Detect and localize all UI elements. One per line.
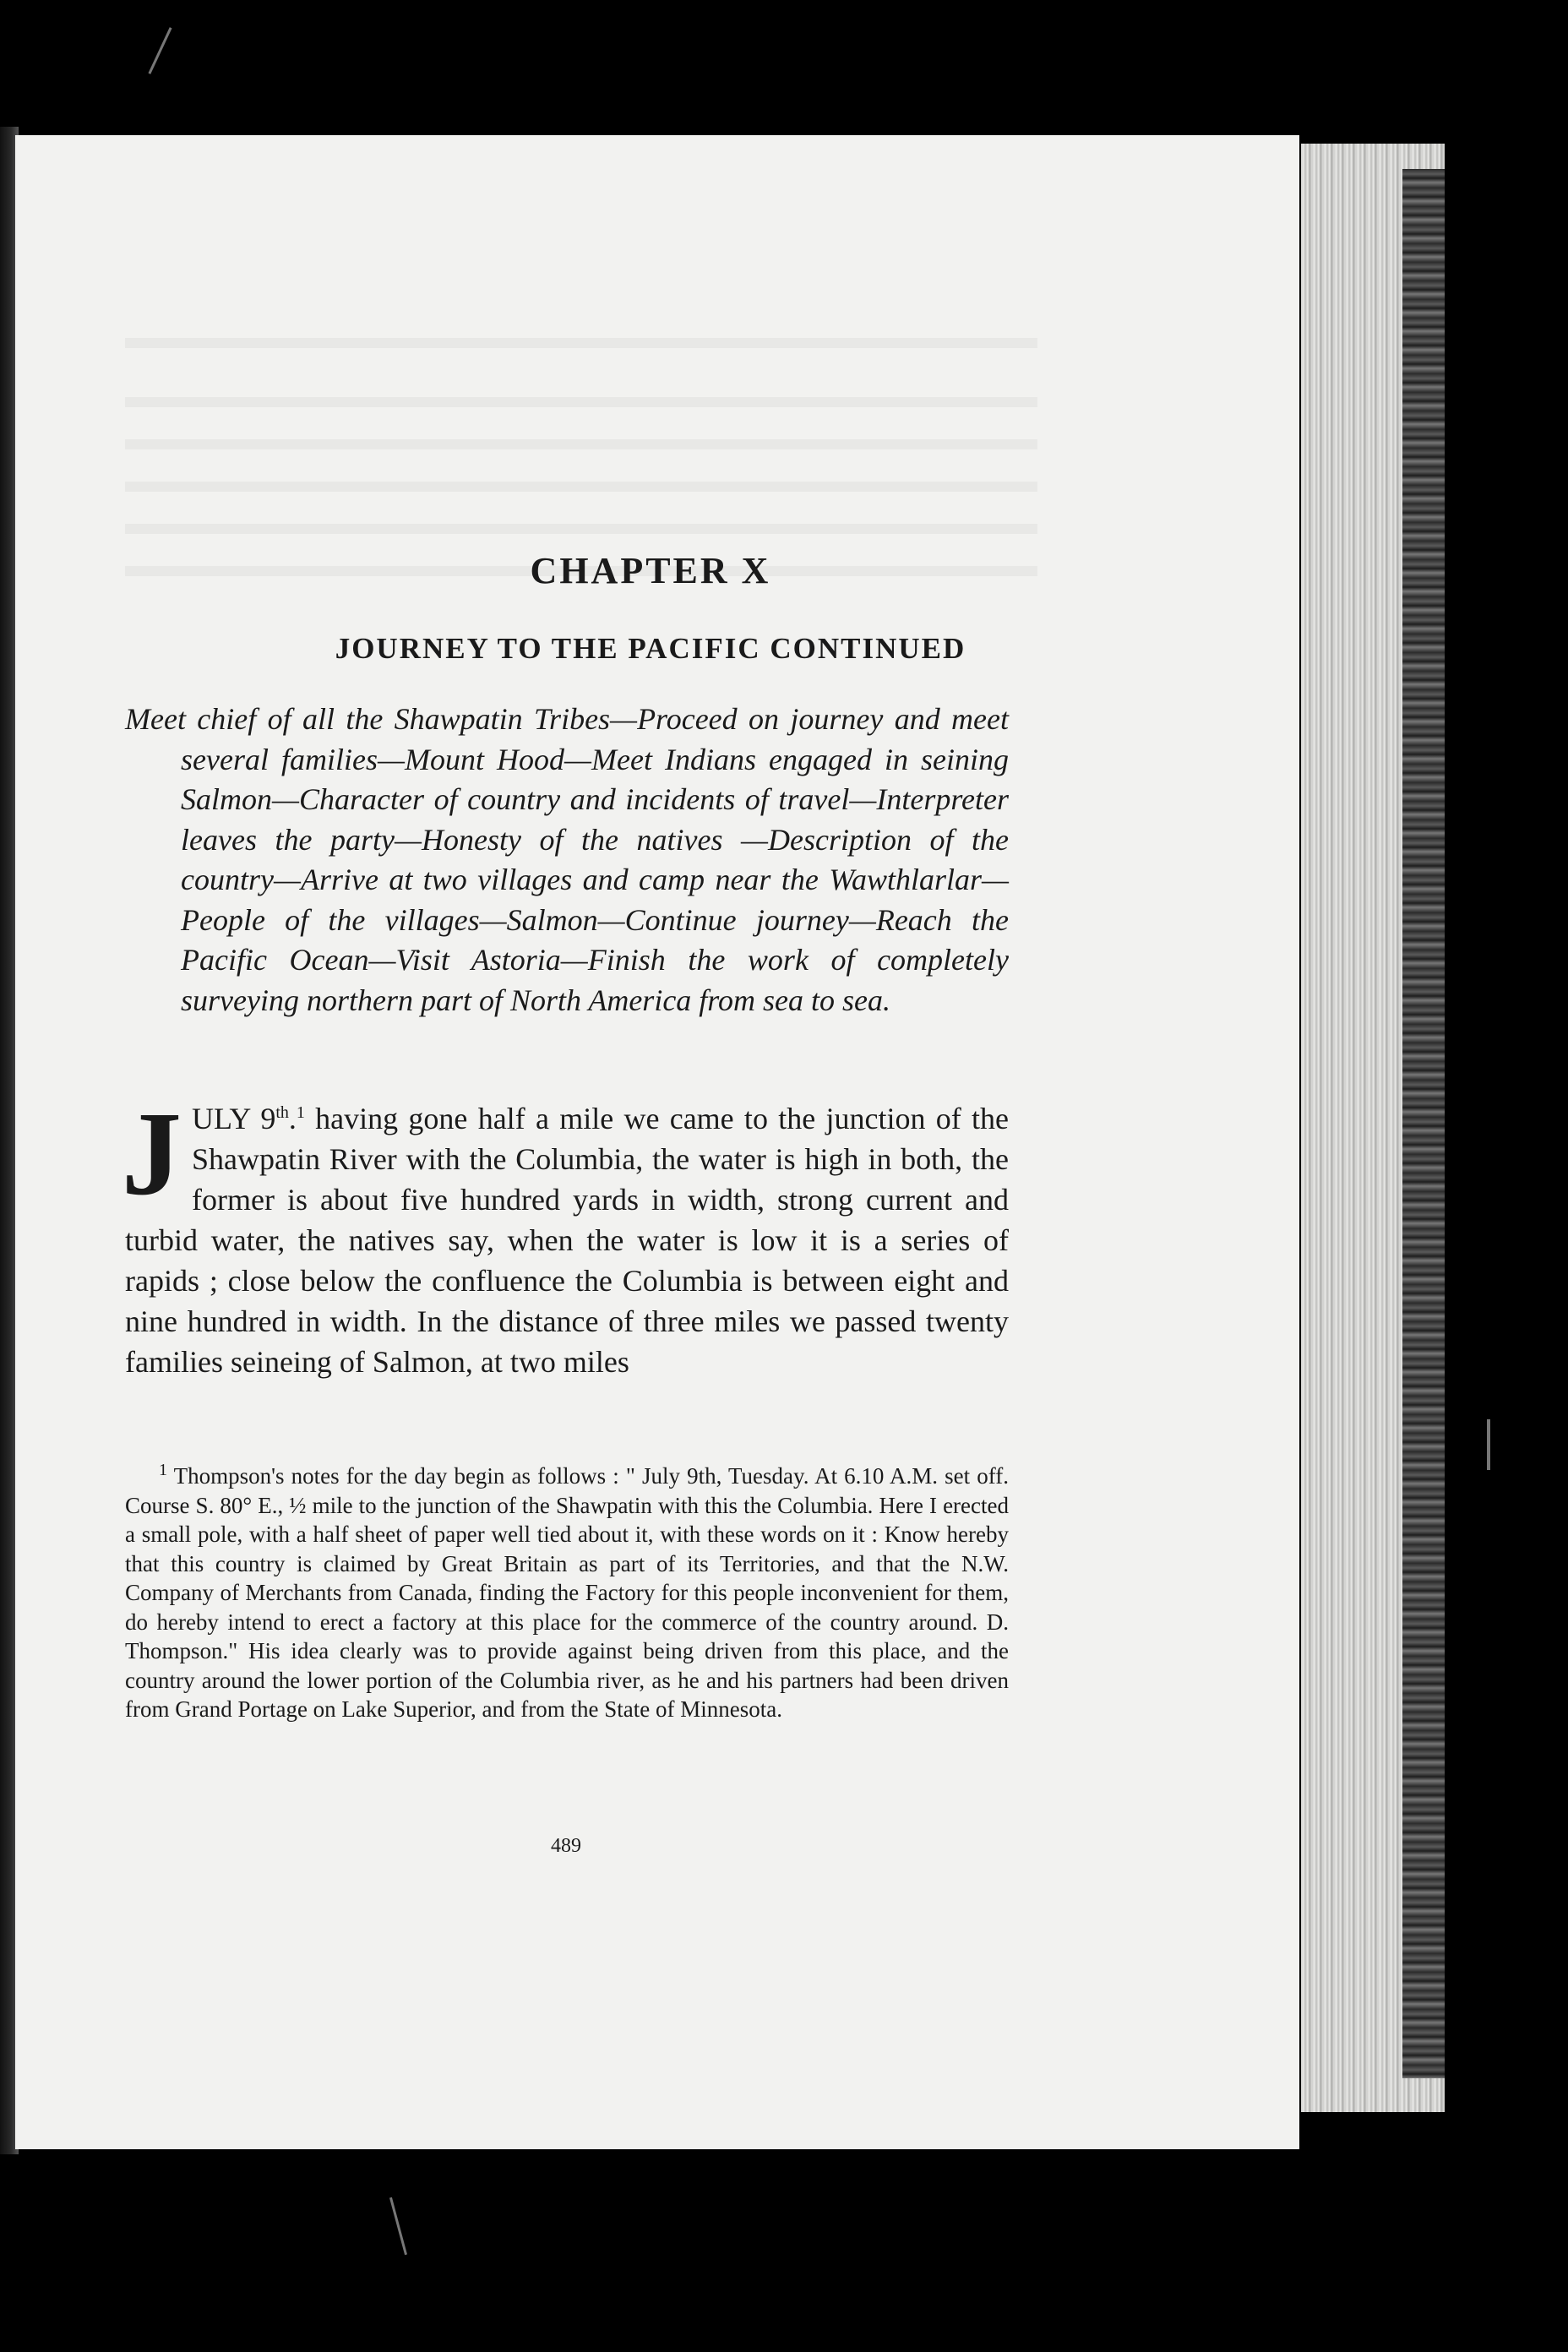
opening-words: ULY 9 bbox=[192, 1102, 276, 1135]
date-superscript: th bbox=[275, 1103, 289, 1122]
scan-artifact bbox=[148, 27, 172, 74]
show-through-line bbox=[125, 482, 1037, 492]
page-number: 489 bbox=[551, 1835, 581, 1857]
body-paragraph bbox=[122, 1086, 1009, 1382]
show-through-line bbox=[125, 338, 1037, 348]
chapter-number: CHAPTER X bbox=[530, 550, 771, 591]
show-through-line bbox=[125, 524, 1037, 534]
date-period: . bbox=[288, 1102, 297, 1135]
page-stack-fore-edge bbox=[1402, 169, 1445, 2078]
footnote-marker: 1 bbox=[159, 1461, 167, 1479]
body-text: having gone half a mile we came to the junction of the Shawpatin River with the Columbia, the water is high in both, the former is about five hundred yards in width, strong current and turbid water, the natives say, when the water is low it is a series of rapids ; close below the confluence the Columbia is between eight and nine hundred in width. In the distance of three miles we passed twenty families seineing of Salmon, at two miles bbox=[125, 1102, 1009, 1379]
show-through-line bbox=[125, 397, 1037, 407]
chapter-title: JOURNEY TO THE PACIFIC CONTINUED bbox=[335, 632, 966, 665]
scan-artifact bbox=[1487, 1419, 1490, 1470]
footnote-reference: 1 bbox=[296, 1103, 305, 1122]
footnote-text: Thompson's notes for the day begin as follows : " July 9th, Tuesday. At 6.10 A.M. set off. Course S. 80° E., ½ mile to the junction of the Shawpatin with this the Columbia. Here I erected a small pole, with a half sheet of paper well tied about it, with these words on it : Know hereby that this country is claimed by Great Britain as part of its Territories, and that the N.W. Company of Merchants from Canada, finding the Factory for this people inconvenient for them, do hereby intend to erect a factory at this place for the commerce of the country around. D. Thompson." His idea clearly was to provide against being driven from this place, and the country around the lower portion of the Columbia river, as he and his partners had been driven from Grand Portage on Lake Superior, and from the State of Minnesota. bbox=[125, 1463, 1009, 1722]
footnote bbox=[125, 1462, 1009, 1724]
scan-artifact bbox=[389, 2197, 407, 2255]
show-through-line bbox=[125, 439, 1037, 449]
chapter-summary: Meet chief of all the Shawpatin Tribes—Proceed on journey and meet several families—Mount Hood—Meet Indians engaged in seining Salmon—Character of country and incidents of travel—Interpreter leaves the party—Honesty of the natives —Description of the country—Arrive at two villages and camp near the Wawthlarlar—People of the villages—Salmon—Continue journey—Reach the Pacific Ocean—Visit Astoria—Finish the work of completely surveying northern part of North America from sea to sea. bbox=[125, 702, 1009, 1017]
drop-cap: J bbox=[122, 1086, 182, 1220]
